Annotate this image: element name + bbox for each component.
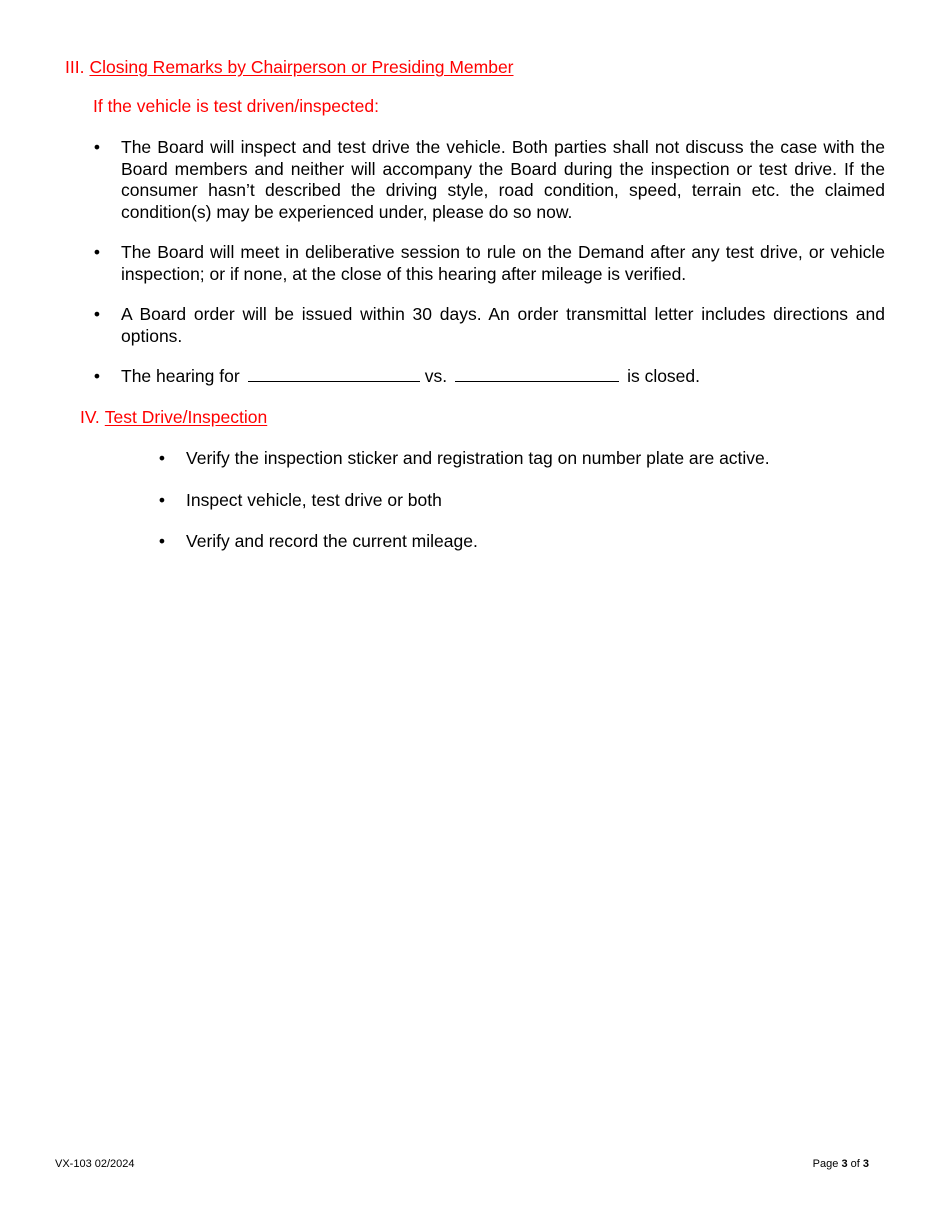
- hearing-suffix: is closed.: [627, 366, 701, 386]
- page-current: 3: [841, 1158, 848, 1170]
- list-item: [158, 448, 886, 470]
- bullet-icon: •: [158, 448, 166, 468]
- list-item: [158, 531, 886, 553]
- list-item-text: Verify the inspection sticker and registration tag on number plate are active.: [186, 448, 770, 468]
- list-item-text: The Board will inspect and test drive the vehicle. Both parties shall not discuss the case with the Board members and neither will accompany the Board during the inspection or test drive. If the consumer hasn’t described the driving style, road condition, speed, terrain etc. the claimed condition(s) may be experienced under, please do so now.: [121, 137, 885, 222]
- list-item-text: Verify and record the current mileage.: [186, 531, 478, 551]
- list-item: [93, 137, 885, 223]
- list-item-text: Inspect vehicle, test drive or both: [186, 489, 442, 510]
- hearing-middle: vs.: [424, 366, 448, 386]
- section-3-title: Closing Remarks by Chairperson or Presiding Member: [89, 57, 514, 77]
- page-number-footer: [813, 1158, 869, 1171]
- section-3-heading: [65, 57, 514, 77]
- bullet-icon: •: [158, 489, 166, 510]
- bullet-icon: •: [93, 242, 101, 262]
- list-item: [93, 242, 885, 285]
- section-4-number: IV.: [80, 407, 100, 427]
- consumer-name-blank[interactable]: [248, 380, 420, 382]
- hearing-closed-line: [93, 366, 885, 388]
- form-id-footer: VX-103 02/2024: [55, 1158, 135, 1170]
- bullet-icon: •: [93, 366, 101, 386]
- section-4-title: Test Drive/Inspection: [104, 407, 268, 427]
- page-label: Page: [812, 1158, 839, 1170]
- page-total: 3: [862, 1158, 869, 1170]
- section-4-heading: [80, 407, 267, 427]
- hearing-prefix: The hearing for: [121, 366, 240, 386]
- section-3-number: III.: [65, 57, 85, 77]
- section-3-bullet-list: [93, 137, 885, 407]
- bullet-icon: •: [93, 304, 101, 324]
- bullet-icon: •: [158, 531, 166, 551]
- page-of-label: of: [850, 1158, 860, 1170]
- section-3-subheading: If the vehicle is test driven/inspected:: [93, 96, 379, 116]
- list-item-text: A Board order will be issued within 30 days. An order transmittal letter includes directions and options.: [121, 304, 885, 346]
- section-4-bullet-list: [158, 448, 886, 573]
- list-item-text: The Board will meet in deliberative session to rule on the Demand after any test drive, or vehicle inspection; or if none, at the close of this hearing after mileage is verified.: [121, 242, 885, 284]
- list-item: [93, 304, 885, 347]
- manufacturer-name-blank[interactable]: [455, 380, 619, 382]
- list-item: [158, 489, 886, 512]
- bullet-icon: •: [93, 137, 101, 157]
